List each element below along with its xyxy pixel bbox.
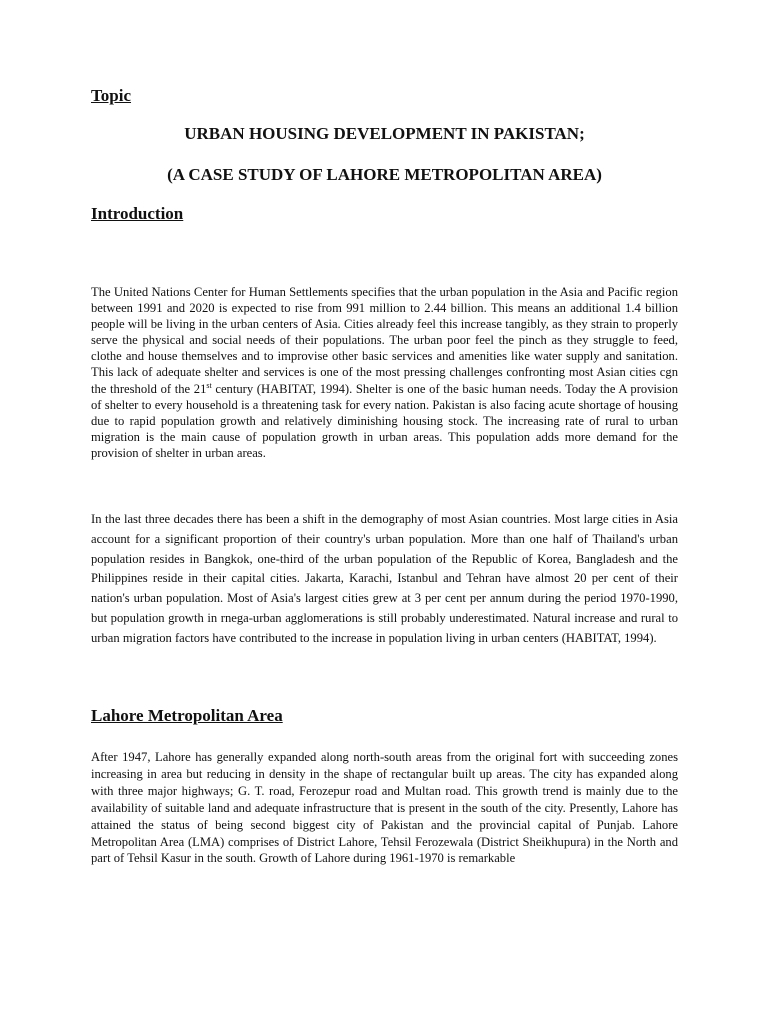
introduction-heading: Introduction (91, 204, 184, 223)
intro-paragraph-2: In the last three decades there has been a shift in the demography of most Asian countries. Most large cities in Asia account for a significant proportion of their country's urban population. More than one half of Thailand's urban population resides in Bangkok, one-third of the urban population of the Republic of Korea, Bangladesh and the Philippines reside in their capital cities. Jakarta, Karachi, Istanbul and Tehran have almost 20 per cent of their nation's urban population. Most of Asia's largest cities grew at 3 per cent per annum during the period 1970-1990, but population growth in rnega-urban agglomerations is still probably underestimated. Natural increase and rural to urban migration factors have contributed to the increase in population living in urban centers (HABITAT, 1994). (91, 512, 678, 645)
lahore-heading: Lahore Metropolitan Area (91, 706, 283, 725)
intro-paragraph-1 (91, 284, 678, 461)
lahore-paragraph: After 1947, Lahore has generally expanded along north-south areas from the original fort with succeeding zones increasing in area but reducing in density in the shape of rectangular built up areas. The city has expanded along with three major highways; G. T. road, Ferozepur road and Multan road. This growth trend is mainly due to the availability of suitable land and adequate infrastructure that is present in the south of the city. Presently, Lahore has attained the status of being second biggest city of Pakistan and the provincial capital of Punjab. Lahore Metropolitan Area (LMA) comprises of District Lahore, Tehsil Ferozewala (District Sheikhupura) in the North and part of Tehsil Kasur in the south. Growth of Lahore during 1961-1970 is remarkable (91, 750, 678, 866)
intro-paragraph-1-text-a: The United Nations Center for Human Settlements specifies that the urban population in the Asia and Pacific region between 1991 and 2020 is expected to rise from 991 million to 2.44 billion. This means an additional 1.4 billion people will be living in the urban centers of Asia. Cities already feel this increase tangibly, as they strain to properly serve the physical and social needs of their populations. The urban poor feel the pinch as they struggle to feed, clothe and house themselves and to improvise other basic services and amenities like water supply and sanitation. This lack of adequate shelter and services is one of the most pressing challenges confronting most Asian cities cgn the threshold of the 21 (91, 285, 678, 396)
topic-label: Topic (91, 86, 132, 105)
document-subtitle: (A CASE STUDY OF LAHORE METROPOLITAN AREA) (167, 165, 602, 184)
document-page (91, 0, 678, 1024)
document-title: URBAN HOUSING DEVELOPMENT IN PAKISTAN; (184, 124, 585, 143)
ordinal-suffix: st (206, 380, 212, 390)
intro-paragraph-1-text-b: century (HABITAT, 1994). Shelter is one of the basic human needs. Today the A provision of shelter to every household is a threatening task for every nation. Pakistan is also facing acute shortage of housing due to rapid population growth and relatively diminishing housing stock. The increasing rate of rural to urban migration is the main cause of population growth in urban areas. This population adds more demand for the provision of shelter in urban areas. (91, 381, 679, 460)
